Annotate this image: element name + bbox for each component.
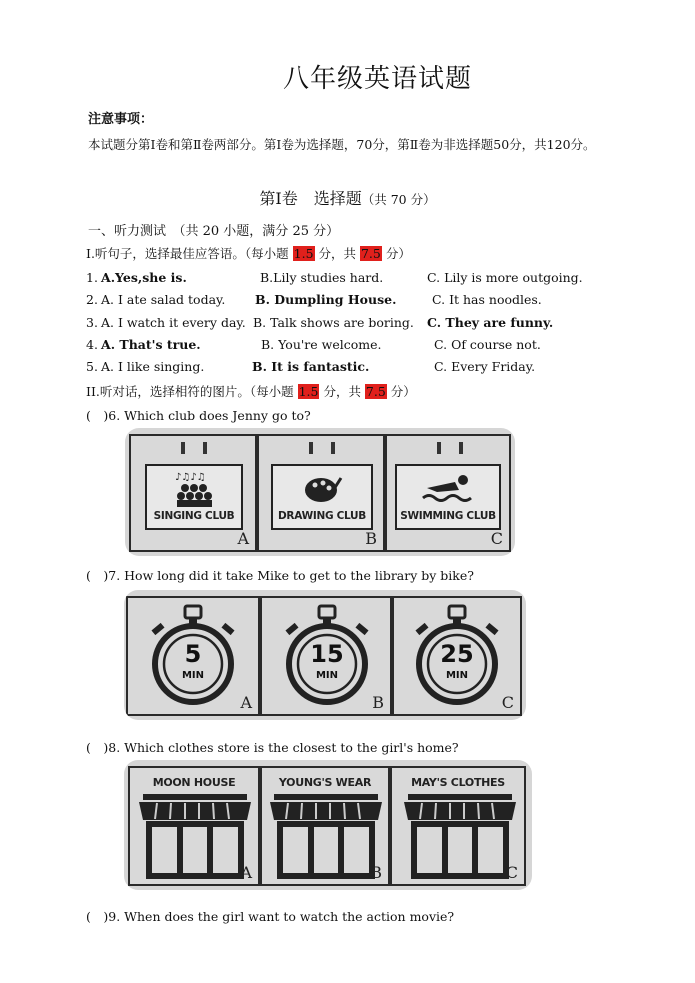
shop-picture-panel	[124, 760, 532, 890]
swimming-club-sign	[395, 464, 501, 530]
question-6: ( )6. Which club does Jenny go to?	[86, 408, 311, 423]
letter-a: A	[240, 863, 252, 882]
part1-heading: 一、听力测试 （共 20 小题，满分 25 分）	[88, 224, 340, 239]
sub1-post: 分）	[381, 246, 411, 261]
letter-c: C	[505, 863, 518, 882]
timer-picture-panel	[124, 590, 526, 720]
letter-b: B	[365, 529, 377, 548]
timer-option-c	[392, 596, 522, 716]
q2-option-c: C. It has noodles.	[432, 292, 542, 307]
q3-num: 3.	[86, 315, 98, 330]
q3-option-c: C. They are funny.	[427, 315, 554, 330]
club-option-c	[385, 434, 511, 552]
sub2-mid: 分，共	[319, 384, 365, 399]
sub1-mid: 分，共	[314, 246, 360, 261]
timer-unit-b: MIN	[315, 670, 339, 681]
storefront-icon	[135, 794, 255, 884]
shop-option-b	[260, 766, 390, 886]
palette-icon	[273, 468, 371, 508]
section-title	[0, 186, 695, 209]
q2-option-b: B. Dumpling House.	[255, 292, 397, 307]
question-7: ( )7. How long did it take Mike to get to the library by bike?	[86, 568, 474, 583]
club-option-a	[129, 434, 257, 552]
q2-num: 2.	[86, 292, 98, 307]
hanger-icon	[431, 440, 471, 454]
sub2-total: 7.5	[365, 384, 386, 399]
shop-option-c	[390, 766, 526, 886]
question-9: ( )9. When does the girl want to watch the action movie?	[86, 909, 455, 924]
sub1-score: 1.5	[293, 246, 314, 261]
timer-value-c: 25	[440, 640, 474, 668]
q4-option-b: B. You're welcome.	[261, 337, 382, 352]
q4-num: 4.	[86, 337, 98, 352]
club-label-c: SWIMMING CLUB	[400, 510, 496, 522]
shop-label-a: MOON HOUSE	[152, 776, 236, 789]
question-8: ( )8. Which clothes store is the closest to the girl's home?	[86, 740, 459, 755]
hanger-icon	[175, 440, 215, 454]
shop-label-c: MAY'S CLOTHES	[411, 776, 505, 789]
hanger-icon	[303, 440, 343, 454]
sub-heading-1	[86, 244, 411, 262]
timer-value-b: 15	[310, 640, 344, 668]
timer-unit-c: MIN	[445, 670, 469, 681]
q2-option-a: A. I ate salad today.	[101, 292, 226, 307]
notice-label: 注意事项：	[88, 112, 154, 127]
sub2-post: 分）	[386, 384, 416, 399]
q5-num: 5.	[86, 359, 98, 374]
sub2-score: 1.5	[298, 384, 319, 399]
sub1-pre: I.听句子，选择最佳应答语。（每小题	[86, 246, 293, 261]
section-score: （共 70 分）	[361, 192, 436, 207]
swimmer-icon	[397, 468, 499, 508]
choir-icon	[147, 468, 241, 508]
timer-option-a	[126, 596, 260, 716]
timer-option-b	[260, 596, 392, 716]
sub1-total: 7.5	[360, 246, 381, 261]
q5-option-c: C. Every Friday.	[434, 359, 536, 374]
letter-c: C	[490, 529, 503, 548]
timer-value-a: 5	[184, 640, 202, 668]
q4-option-a: A. That's true.	[101, 337, 201, 352]
club-label-b: DRAWING CLUB	[278, 510, 366, 522]
singing-club-sign	[145, 464, 243, 530]
shop-option-a	[128, 766, 260, 886]
letter-b: B	[372, 693, 384, 712]
q5-option-b: B. It is fantastic.	[252, 359, 370, 374]
storefront-icon	[400, 794, 520, 884]
letter-a: A	[240, 693, 252, 712]
page-title: 八年级英语试题	[282, 64, 472, 94]
q3-option-b: B. Talk shows are boring.	[253, 315, 414, 330]
storefront-icon	[266, 794, 386, 884]
svg-text:♪♫♪♫: ♪♫♪♫	[175, 472, 206, 483]
notice-text: 本试题分第Ⅰ卷和第Ⅱ卷两部分。第Ⅰ卷为选择题，70分，第Ⅱ卷为非选择题50分，共120分。	[88, 137, 596, 152]
timer-unit-a: MIN	[181, 670, 205, 681]
club-option-b	[257, 434, 385, 552]
section-name: 第Ⅰ卷 选择题	[259, 189, 362, 208]
sub-heading-2	[86, 382, 416, 400]
shop-label-b: YOUNG'S WEAR	[278, 776, 372, 789]
q1-num: 1.	[86, 270, 98, 285]
q1-option-b: B.Lily studies hard.	[260, 270, 384, 285]
club-picture-panel	[125, 428, 515, 556]
club-label-a: SINGING CLUB	[153, 510, 235, 522]
q1-option-a: A.Yes,she is.	[101, 270, 187, 285]
letter-b: B	[370, 863, 382, 882]
letter-a: A	[237, 529, 249, 548]
q4-option-c: C. Of course not.	[434, 337, 541, 352]
q3-option-a: A. I watch it every day.	[101, 315, 246, 330]
q5-option-a: A. I like singing.	[101, 359, 205, 374]
q1-option-c: C. Lily is more outgoing.	[427, 270, 583, 285]
letter-c: C	[501, 693, 514, 712]
sub2-pre: II.听对话，选择相符的图片。（每小题	[86, 384, 298, 399]
drawing-club-sign	[271, 464, 373, 530]
